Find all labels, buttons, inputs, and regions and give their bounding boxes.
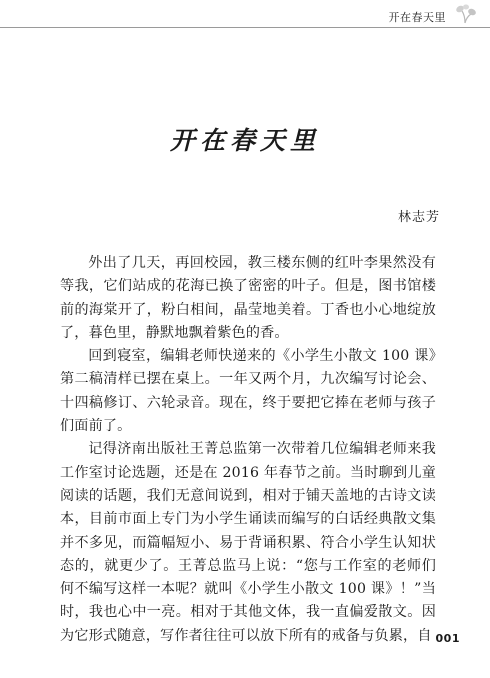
paragraph: 外出了几天，再回校园，教三楼东侧的红叶李果然没有等我，它们站成的花海已换了密密的叶子。但是，图书馆楼前的海棠开了，粉白相间，晶莹地美着。丁香也小心地绽放了，暮色里，静默地飘着紫色的香。 xyxy=(60,255,436,341)
leaf-sprig-icon xyxy=(452,4,478,24)
running-head xyxy=(0,0,490,30)
chapter-title: 开在春天里 xyxy=(169,126,320,155)
running-head-rule xyxy=(0,27,490,28)
paragraph: 回到寝室，编辑老师快递来的《小学生小散文 100 课》第二稿清样已摆在桌上。一年又两个月，九次编写讨论会、十四稿修订、六轮录音。现在，终于要把它捧在老师与孩子们面前了。 xyxy=(60,348,436,435)
body-text xyxy=(60,252,436,648)
author-name: 林志芳 xyxy=(397,210,440,225)
running-head-title: 开在春天里 xyxy=(388,11,446,24)
page-number: 001 xyxy=(435,632,460,645)
paragraph: 记得济南出版社王菁总监第一次带着几位编辑老师来我工作室讨论选题，还是在 2016 年春节之前。当时聊到儿童阅读的话题，我们无意间说到，相对于铺天盖地的古诗文读本，目前市面上专门为小学生诵读而编写的白话经典散文集并不多见，而篇幅短小、易于背诵积累、符合小学生认知状态的，就更少了。王菁总监马上说：“您与工作室的老师们何不编写这样一本呢？就叫《小学生小散文 100 课》！”当时，我也心中一亮。相对于其他文体，我一直偏爱散文。因为它形式随意，写作者往往可以放下所有的戒备与负累，自 xyxy=(60,441,436,644)
